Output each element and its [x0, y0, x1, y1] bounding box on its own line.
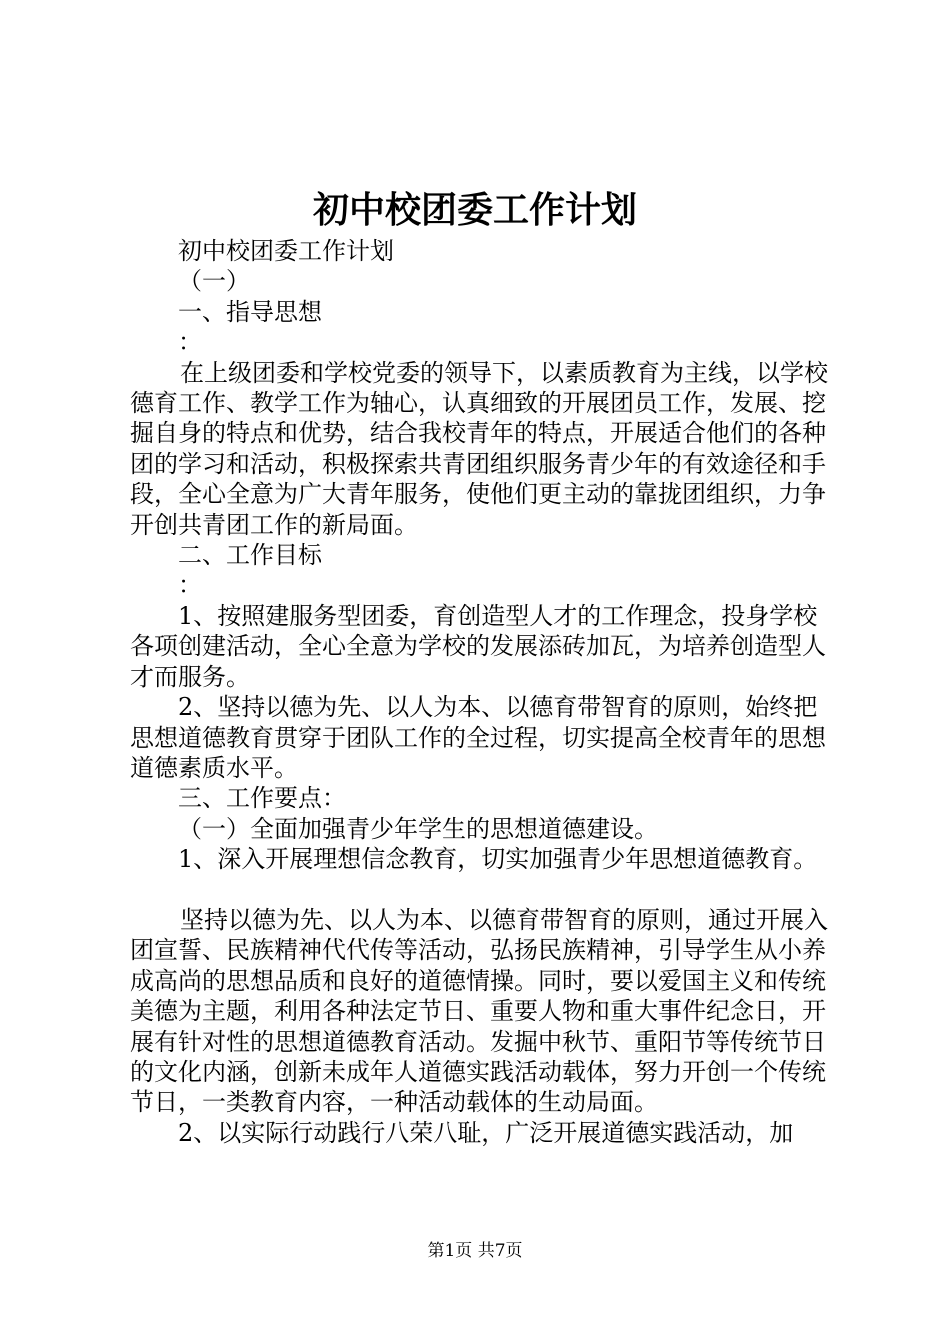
paragraph-point-1: 1、深入开展理想信念教育，切实加强青少年思想道德教育。	[178, 845, 818, 874]
paragraph-point-2: 2、以实际行动践行八荣八耻，广泛开展道德实践活动，加	[178, 1118, 794, 1147]
subheading-moral-construction: （一）全面加强青少年学生的思想道德建设。	[178, 814, 658, 843]
paragraph-guiding-thought: 在上级团委和学校党委的领导下，以素质教育为主线，以学校德育工作、教学工作为轴心，认真细致的开展团员工作，发展、挖掘自身的特点和优势，结合我校青年的特点，开展适合他们的各种团的学习和活动，积极探索共青团组织服务青少年的有效途径和手段，全心全意为广大青年服务，使他们更主动的靠拢团组织，力争开创共青团工作的新局面。	[130, 358, 828, 539]
heading-guiding-thought: 一、指导思想	[178, 297, 322, 326]
blank-line	[130, 875, 830, 905]
page-footer: 第1页 共7页	[427, 1241, 523, 1261]
section-number: （一）	[178, 267, 250, 296]
paragraph-point-1-detail: 坚持以德为先、以人为本、以德育带智育的原则，通过开展入团宣誓、民族精神代代传等活动，弘扬民族精神，引导学生从小养成高尚的思想品质和良好的道德情操。同时，要以爱国主义和传统美德为主题，利用各种法定节日、重要人物和重大事件纪念日，开展有针对性的思想道德教育活动。发掘中秋节、重阳节等传统节日的文化内涵，创新未成年人道德实践活动载体，努力开创一个传统节日，一类教育内容，一种活动载体的生动局面。	[130, 905, 828, 1117]
heading-work-points: 三、工作要点：	[178, 784, 346, 813]
subtitle: 初中校团委工作计划	[178, 237, 394, 265]
document-title: 初中校团委工作计划	[312, 189, 637, 231]
paragraph-goal-1: 1、按照建服务型团委，育创造型人才的工作理念，投身学校各项创建活动，全心全意为学校的发展添砖加瓦，为培养创造型人才而服务。	[130, 601, 826, 691]
heading-work-goals: 二、工作目标	[178, 541, 322, 570]
colon-line: ：	[178, 571, 202, 600]
paragraph-goal-2: 2、坚持以德为先、以人为本、以德育带智育的原则，始终把思想道德教育贯穿于团队工作的全过程，切实提高全校青年的思想道德素质水平。	[130, 693, 826, 782]
colon-line: ：	[178, 328, 202, 357]
document-body	[130, 236, 830, 1148]
